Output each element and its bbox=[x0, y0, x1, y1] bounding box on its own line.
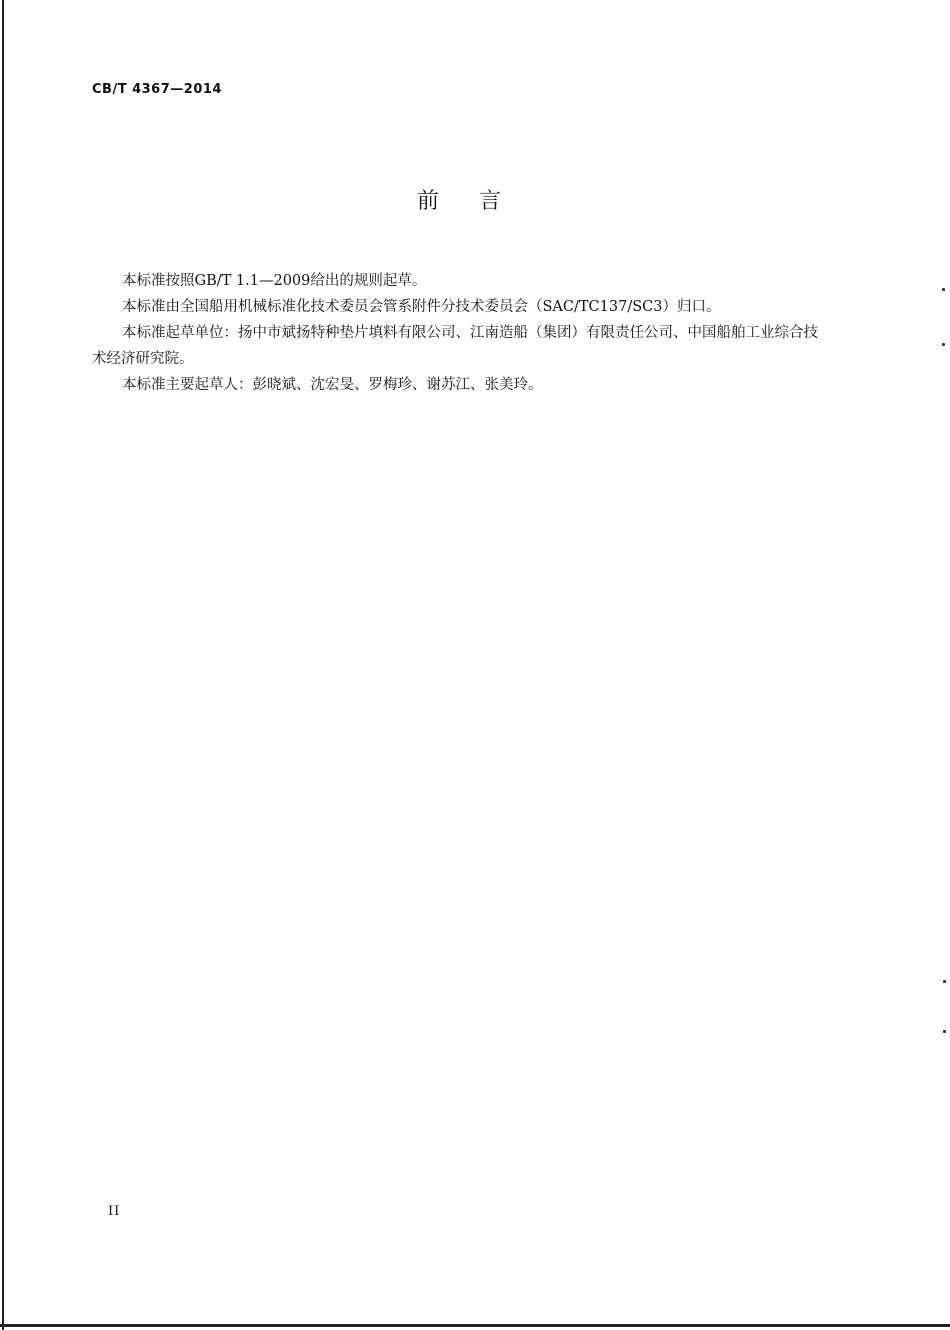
scan-speck bbox=[943, 980, 946, 983]
scan-speck bbox=[942, 343, 945, 346]
paragraph-drafting-units: 本标准起草单位：扬中市斌扬特种垫片填料有限公司、江南造船（集团）有限责任公司、中国船舶工业综合技术经济研究院。 bbox=[92, 325, 818, 367]
scan-speck bbox=[943, 1030, 946, 1033]
scan-bottom-edge bbox=[0, 1324, 950, 1327]
section-title: 前言 bbox=[416, 189, 541, 214]
page-number: II bbox=[108, 1204, 121, 1219]
paragraph-drafting-rules: 本标准按照GB/T 1.1—2009给出的规则起草。 bbox=[122, 273, 427, 289]
standard-code: CB/T 4367—2014 bbox=[92, 82, 222, 97]
paragraph-drafters: 本标准主要起草人：彭晓斌、沈宏旻、罗梅珍、谢苏江、张美玲。 bbox=[122, 377, 543, 393]
scan-speck bbox=[942, 288, 945, 291]
preface-body bbox=[92, 268, 832, 398]
paragraph-committee: 本标准由全国船用机械标准化技术委员会管系附件分技术委员会（SAC/TC137/SC3）归口。 bbox=[122, 299, 721, 315]
